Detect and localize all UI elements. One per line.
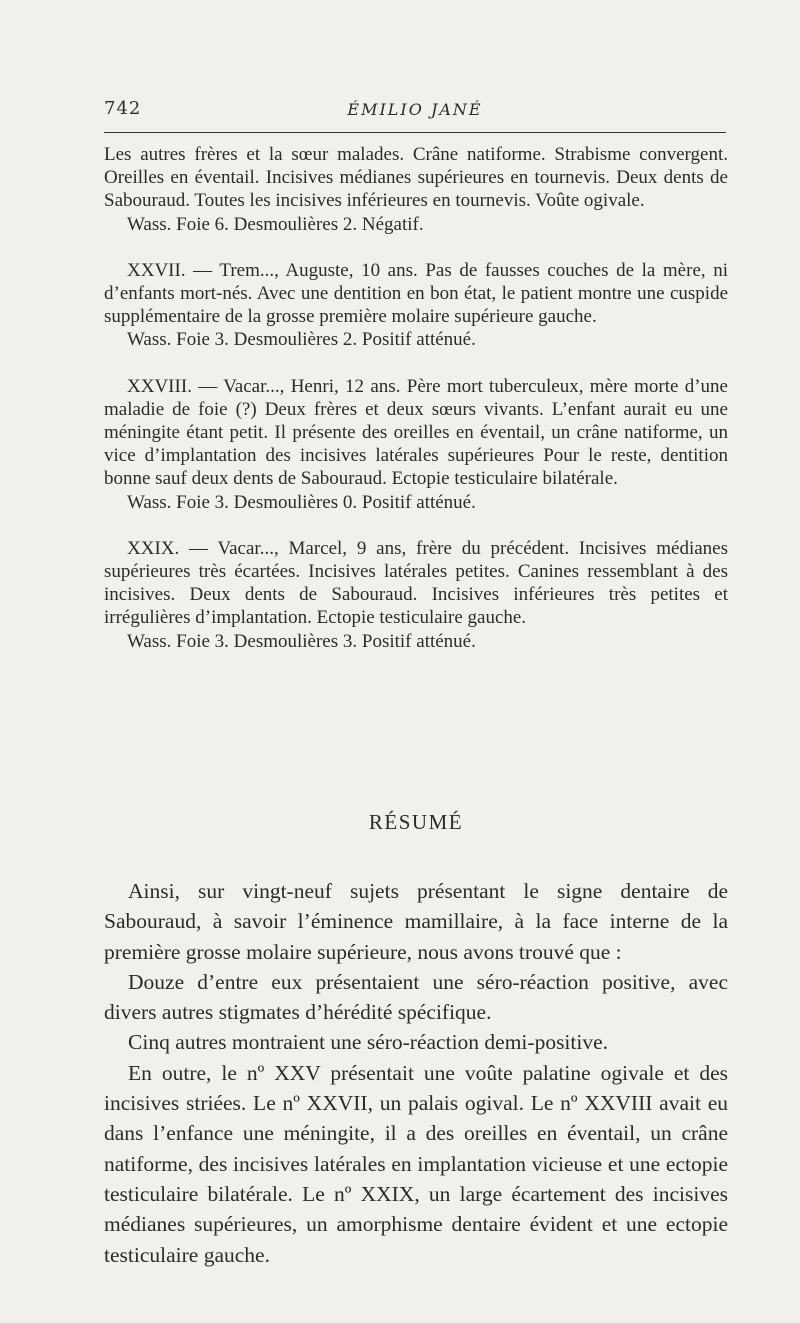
page-number: 742 — [104, 98, 142, 119]
summary-paragraph: Ainsi, sur vingt-neuf sujets présentant le signe dentaire de Sabouraud, à savoir l’éminence mamillaire, à la face interne de la première grosse molaire supérieure, nous avons trouvé que : — [104, 879, 728, 964]
case-continuation-wass: Wass. Foie 6. Desmoulières 2. Négatif. — [127, 213, 424, 235]
summary-section — [104, 876, 728, 1270]
running-title: ÉMILIO JANÉ — [347, 100, 483, 119]
case-xxvii-text: XXVII. — Trem..., Auguste, 10 ans. Pas de fausses couches de la mère, ni d’enfants mort-nés. Avec une dentition en bon état, le patient montre une cuspide supplémentaire de la grosse première molaire supérieure gauche. — [104, 259, 728, 328]
case-xxix-text: XXIX. — Vacar..., Marcel, 9 ans, frère du précédent. Incisives médianes supérieures très écartées. Incisives latérales petites. Canines ressemblant à des incisives. Deux dents de Sabouraud. Incisives inférieures très petites et irrégulières d’implantation. Ectopie testiculaire gauche. — [104, 537, 728, 629]
case-xxvii-wass: Wass. Foie 3. Desmoulières 2. Positif atténué. — [127, 329, 476, 351]
summary-paragraph: Cinq autres montraient une séro-réaction demi-positive. — [128, 1030, 609, 1055]
summary-paragraph: En outre, le nº XXV présentait une voûte palatine ogivale et des incisives striées. Le nº XXVII, un palais ogival. Le nº XXVIII avait eu dans l’enfance une méningite, il a des oreilles en éventail, un crâne natiforme, des incisives latérales en implantation vicieuse et une ectopie testiculaire bilatérale. Le nº XXIX, un large écartement des incisives médianes supérieures, un amorphisme dentaire évident et une ectopie testiculaire gauche. — [104, 1060, 728, 1267]
summary-paragraph: Douze d’entre eux présentaient une séro-réaction positive, avec divers autres stigmates d’hérédité spécifique. — [104, 969, 728, 1025]
summary-title: RÉSUMÉ — [368, 810, 464, 834]
case-xxviii-wass: Wass. Foie 3. Desmoulières 0. Positif atténué. — [127, 491, 476, 513]
header-rule — [104, 132, 726, 133]
case-xxviii-text: XXVIII. — Vacar..., Henri, 12 ans. Père mort tuberculeux, mère morte d’une maladie de foie (?) Deux frères et deux sœurs vivants. L’enfant aurait eu une méningite étant petit. Il présente des oreilles en éventail, un crâne natiforme, un vice d’implantation des incisives latérales supérieures Pour le reste, dentition bonne sauf deux dents de Sabouraud. Ectopie testiculaire bilatérale. — [104, 375, 728, 490]
case-xxix-wass: Wass. Foie 3. Desmoulières 3. Positif atténué. — [127, 630, 476, 652]
case-list — [104, 143, 728, 653]
page-header — [104, 98, 726, 128]
case-continuation-text: Les autres frères et la sœur malades. Crâne natiforme. Strabisme convergent. Oreilles en éventail. Incisives médianes supérieures en tournevis. Deux dents de Sabouraud. Toutes les incisives inférieures en tournevis. Voûte ogivale. — [104, 144, 728, 212]
